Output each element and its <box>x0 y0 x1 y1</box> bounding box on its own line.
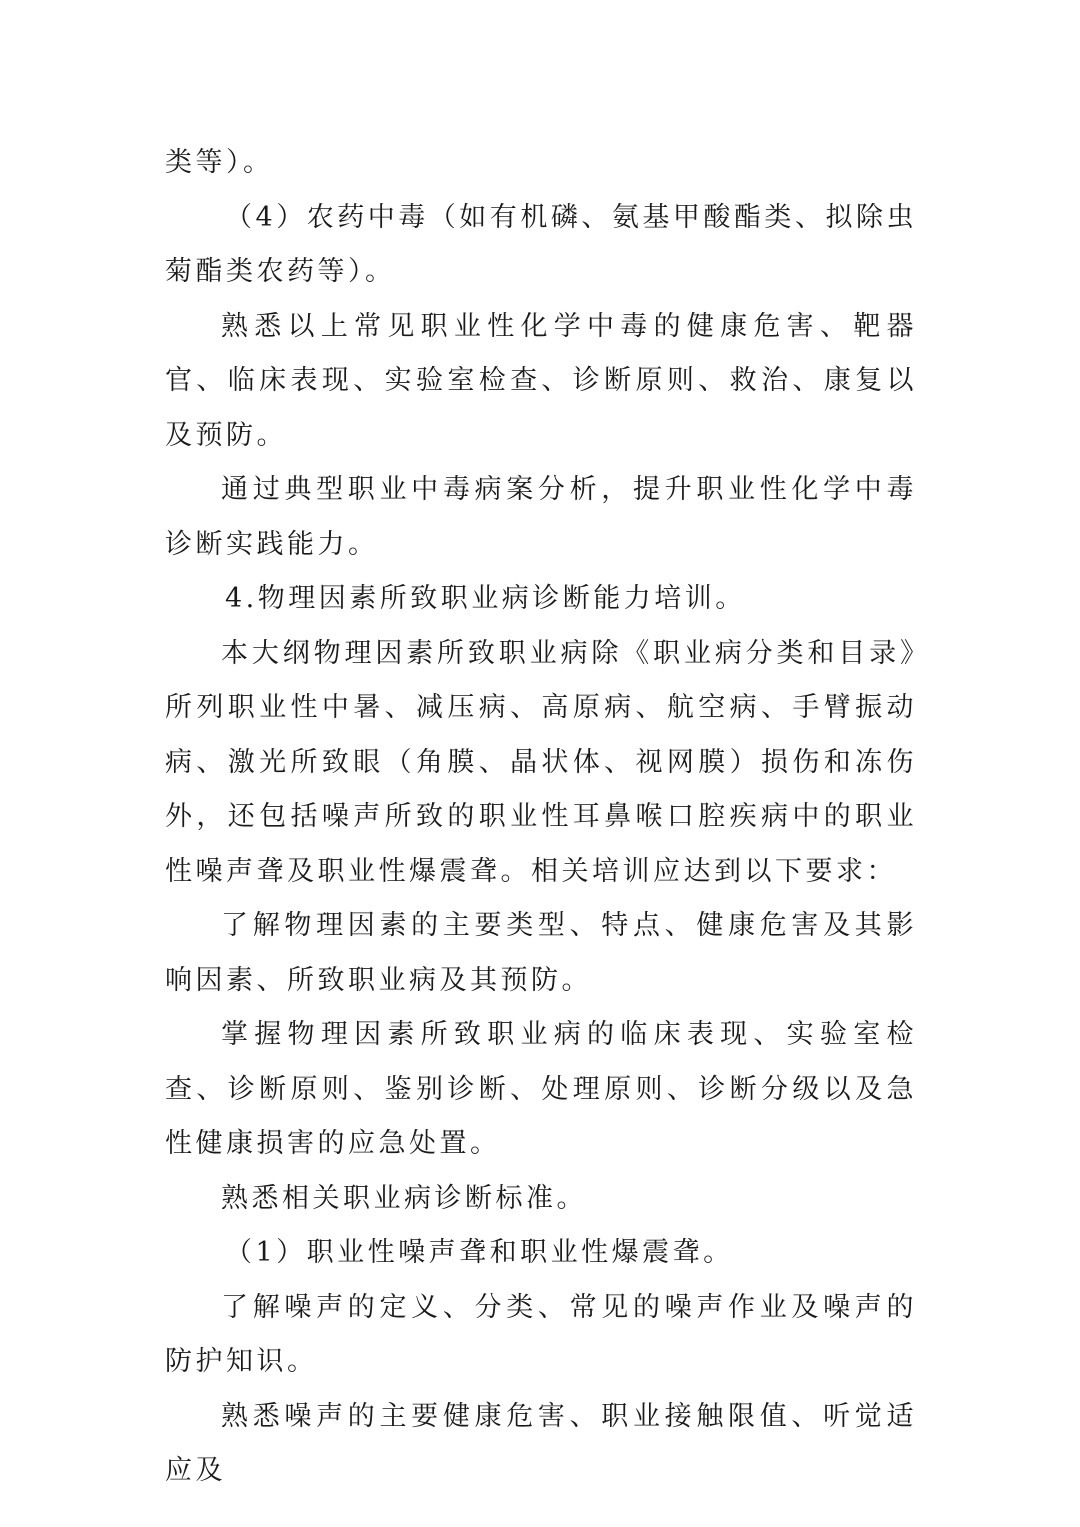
paragraph-case-analysis: 通过典型职业中毒病案分析，提升职业性化学中毒诊断实践能力。 <box>165 474 917 560</box>
subheading-noise-deafness: （1）职业性噪声聋和职业性爆震聋。 <box>225 1237 734 1268</box>
document-body <box>165 136 917 1499</box>
paragraph-outline-scope: 本大纲物理因素所致职业病除《职业病分类和目录》所列职业性中暑、减压病、高原病、航空病、手臂振动病、激光所致眼（角膜、晶状体、视网膜）损伤和冻伤外，还包括噪声所致的职业性耳鼻喉口腔疾病中的职业性噪声聋及职业性爆震聋。相关培训应达到以下要求： <box>165 637 917 887</box>
paragraph-understand-physical: 了解物理因素的主要类型、特点、健康危害及其影响因素、所致职业病及其预防。 <box>165 910 917 996</box>
paragraph-continuation: 类等）。 <box>165 147 274 178</box>
paragraph-diagnosis-standards: 熟悉相关职业病诊断标准。 <box>221 1182 587 1214</box>
paragraph-noise-definition: 了解噪声的定义、分类、常见的噪声作业及噪声的防护知识。 <box>165 1291 917 1377</box>
paragraph-familiarize-chemical: 熟悉以上常见职业性化学中毒的健康危害、靶器官、临床表现、实验室检查、诊断原则、救治、康复以及预防。 <box>165 310 917 451</box>
paragraph-master-clinical: 掌握物理因素所致职业病的临床表现、实验室检查、诊断原则、鉴别诊断、处理原则、诊断分级以及急性健康损害的应急处置。 <box>165 1019 917 1159</box>
paragraph-pesticide-poisoning: （4）农药中毒（如有机磷、氨基甲酸酯类、拟除虫菊酯类农药等）。 <box>165 201 917 287</box>
paragraph-noise-hazards: 熟悉噪声的主要健康危害、职业接触限值、听觉适应及 <box>165 1400 917 1486</box>
section-heading-physical-factors: 4.物理因素所致职业病诊断能力培训。 <box>225 583 746 614</box>
